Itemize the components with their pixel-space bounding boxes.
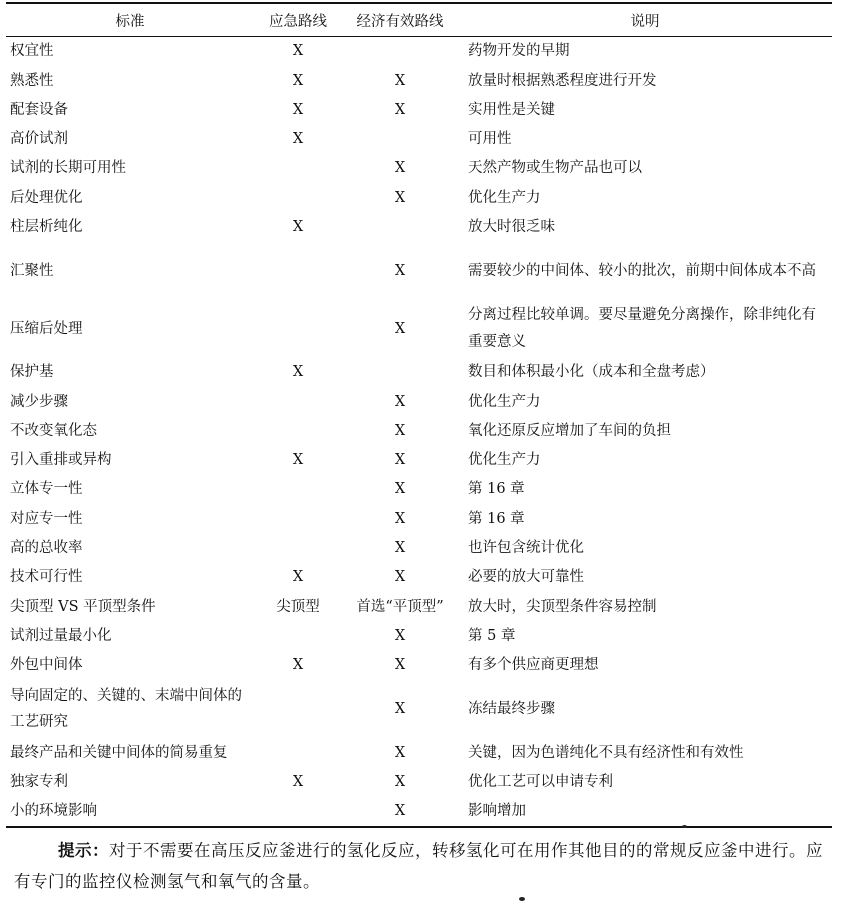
tip-text: 对于不需要在高压反应釜进行的氢化反应，转移氢化可在用作其他目的的常规反应釜中进行。应有专门的监控仪检测氢气和氧气的含量。 [14,841,823,891]
description-cell: 关键，因为色谱纯化不具有经济性和有效性 [468,744,744,761]
table-row [6,154,832,183]
emergency-route-cell [254,154,342,183]
criterion-cell: 尖顶型 VS 平顶型条件 [10,598,156,615]
economic-route-cell: X [394,803,406,820]
description-cell: 冻结最终步骤 [468,700,555,717]
criterion-cell: 立体专一性 [10,481,83,498]
emergency-route-cell [254,417,342,446]
criterion-cell: 高价试剂 [10,131,68,148]
emergency-route-cell: X [292,72,304,89]
emergency-route-cell: X [292,364,304,381]
emergency-route-cell [254,622,342,651]
description-cell: 需要较少的中间体、较小的批次，前期中间体成本不高 [468,262,816,279]
table-row [6,242,832,300]
table-row [6,797,832,827]
emergency-route-cell: X [292,452,304,469]
table-row [6,387,832,416]
economic-route-cell [342,125,458,154]
description-cell: 分离过程比较单调。要尽量避免分离操作，除非纯化有重要意义 [468,307,816,351]
header-emergency-route: 应急路线 [269,13,327,30]
emergency-route-cell [254,475,342,504]
emergency-route-cell [254,183,342,212]
economic-route-cell: X [394,481,406,498]
table-header-row [6,3,832,37]
table-row [6,651,832,680]
economic-route-cell: X [394,393,406,410]
economic-route-cell: X [394,160,406,177]
economic-route-cell [342,358,458,387]
criterion-cell: 技术可行性 [10,569,83,586]
emergency-route-cell [254,387,342,416]
economic-route-cell: X [394,627,406,644]
scan-speck [519,897,525,901]
description-cell: 放量时根据熟悉程度进行开发 [468,72,657,89]
economic-route-cell [342,213,458,242]
criterion-cell: 试剂的长期可用性 [10,160,126,177]
emergency-route-cell [254,300,342,358]
economic-route-cell: X [394,320,406,337]
description-cell: 放大时，尖顶型条件容易控制 [468,598,657,615]
description-cell: 也许包含统计优化 [468,540,584,557]
emergency-route-cell [254,534,342,563]
criterion-cell: 汇聚性 [10,262,54,279]
scan-speck [682,825,687,828]
table-row [6,183,832,212]
table-row [6,738,832,767]
economic-route-cell: X [394,189,406,206]
criterion-cell: 配套设备 [10,101,68,118]
criterion-cell: 后处理优化 [10,189,83,206]
description-cell: 第 16 章 [468,510,525,527]
table-row [6,37,832,67]
economic-route-cell [342,37,458,67]
description-cell: 数目和体积最小化（成本和全盘考虑） [468,364,715,381]
economic-route-cell: X [394,262,406,279]
emergency-route-cell [254,242,342,300]
description-cell: 实用性是关键 [468,101,555,118]
economic-route-cell: X [394,700,406,717]
table-row [6,475,832,504]
emergency-route-cell: 尖顶型 [276,598,320,615]
economic-route-cell: X [394,569,406,586]
criterion-cell: 高的总收率 [10,540,83,557]
table-row [6,358,832,387]
emergency-route-cell: X [292,131,304,148]
emergency-route-cell: X [292,773,304,790]
criterion-cell: 对应专一性 [10,510,83,527]
table-row [6,96,832,125]
emergency-route-cell [254,797,342,827]
table-row [6,622,832,651]
table-row [6,125,832,154]
description-cell: 优化生产力 [468,452,541,469]
table-row [6,592,832,621]
table-body [6,37,832,828]
description-cell: 第 5 章 [468,627,516,644]
economic-route-cell: X [394,101,406,118]
emergency-route-cell: X [292,657,304,674]
criterion-cell: 试剂过量最小化 [10,627,112,644]
table-row [6,300,832,358]
criterion-cell: 外包中间体 [10,657,83,674]
economic-route-cell: X [394,452,406,469]
description-cell: 影响增加 [468,803,526,820]
economic-route-cell: X [394,657,406,674]
description-cell: 有多个供应商更理想 [468,657,599,674]
economic-route-cell: X [394,744,406,761]
criterion-cell: 导向固定的、关键的、末端中间体的工艺研究 [10,687,242,731]
description-cell: 可用性 [468,131,512,148]
description-cell: 氧化还原反应增加了车间的负担 [468,422,671,439]
description-cell: 天然产物或生物产品也可以 [468,160,642,177]
criterion-cell: 柱层析纯化 [10,219,83,235]
header-description: 说明 [630,13,660,30]
table-row [6,417,832,446]
description-cell: 优化生产力 [468,189,541,206]
emergency-route-cell: X [292,101,304,118]
criterion-cell: 独家专利 [10,773,68,790]
emergency-route-cell: X [292,43,304,60]
emergency-route-cell: X [292,569,304,586]
emergency-route-cell: X [292,219,304,235]
table-row [6,534,832,563]
emergency-route-cell [254,680,342,738]
table-row [6,505,832,534]
description-cell: 第 16 章 [468,481,525,498]
emergency-route-cell [254,738,342,767]
criterion-cell: 不改变氧化态 [10,422,97,439]
economic-route-cell: 首选“平顶型” [356,598,444,615]
table-row [6,768,832,797]
table-row [6,563,832,592]
economic-route-cell: X [394,773,406,790]
table-row [6,680,832,738]
emergency-route-cell [254,505,342,534]
criterion-cell: 熟悉性 [10,72,54,89]
economic-route-cell: X [394,422,406,439]
economic-route-cell: X [394,510,406,527]
description-cell: 优化工艺可以申请专利 [468,773,613,790]
tip-note [14,836,834,897]
description-cell: 药物开发的早期 [468,43,570,60]
description-cell: 优化生产力 [468,393,541,410]
criterion-cell: 保护基 [10,364,54,381]
tip-label: 提示： [58,841,109,860]
economic-route-cell: X [394,72,406,89]
header-criterion: 标准 [115,13,145,30]
description-cell: 必要的放大可靠性 [468,569,584,586]
criterion-cell: 引入重排或异构 [10,452,112,469]
route-criteria-table [6,2,832,828]
criterion-cell: 小的环境影响 [10,803,97,820]
header-economic-route: 经济有效路线 [356,13,444,30]
criterion-cell: 最终产品和关键中间体的简易重复 [10,744,228,761]
table-row [6,66,832,95]
criterion-cell: 权宜性 [10,43,54,60]
description-cell: 放大时很乏味 [468,219,555,235]
economic-route-cell: X [394,540,406,557]
table-row [6,446,832,475]
table-row [6,213,832,242]
criterion-cell: 减少步骤 [10,393,68,410]
criterion-cell: 压缩后处理 [10,320,83,337]
